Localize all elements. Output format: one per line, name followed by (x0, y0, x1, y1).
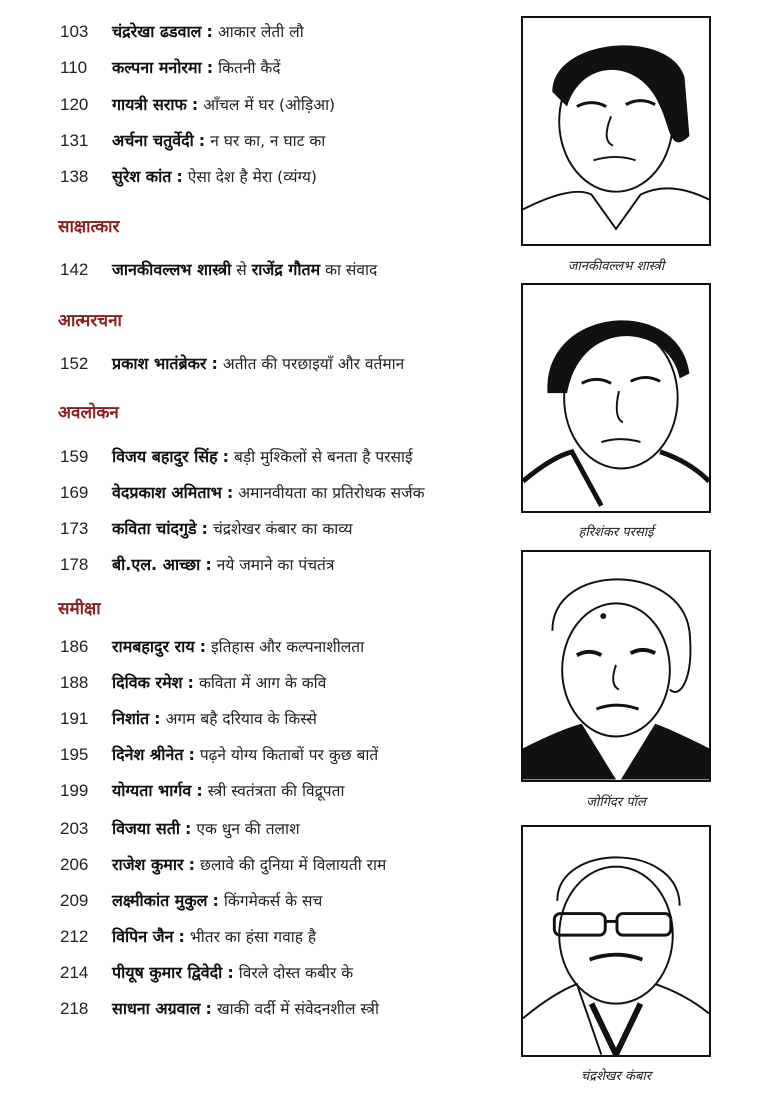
separator: : (198, 131, 206, 150)
page-number: 138 (60, 167, 89, 186)
author-name: विजया सती (112, 819, 180, 838)
separator: : (211, 354, 218, 373)
article-title: पढ़ने योग्य किताबों पर कुछ बातें (199, 746, 379, 764)
page-number: 186 (60, 637, 89, 656)
toc-entry[interactable] (60, 129, 325, 151)
toc-entry[interactable] (60, 352, 404, 374)
page-number: 214 (60, 963, 89, 982)
portrait-harishankar-parsai (521, 283, 711, 513)
portrait-sketch-icon (523, 827, 709, 1055)
article-title: आँचल में घर (ओड़िआ) (203, 96, 336, 114)
page-number: 203 (60, 819, 89, 838)
toc-entry[interactable] (60, 925, 316, 947)
portrait-sketch-icon (523, 552, 709, 780)
page-number: 212 (60, 927, 89, 946)
author-name: कल्पना मनोरमा (112, 58, 202, 77)
separator: : (188, 745, 195, 764)
article-title: अगम बहै दरियाव के किस्से (165, 710, 317, 728)
separator: : (205, 999, 212, 1018)
page-number: 110 (60, 58, 88, 77)
page-number: 191 (60, 709, 89, 728)
toc-entry[interactable] (60, 743, 378, 765)
toc-entry[interactable] (60, 258, 377, 280)
author-name: लक्ष्मीकांत मुकुल (112, 891, 208, 910)
toc-entry[interactable] (60, 671, 326, 693)
article-title: न घर का, न घाट का (210, 132, 326, 150)
separator: : (154, 709, 161, 728)
article-title: नये जमाने का पंचतंत्र (216, 556, 335, 574)
connector-text: से (231, 261, 252, 279)
toc-entry[interactable] (60, 20, 304, 42)
page-number: 209 (60, 891, 89, 910)
portrait-caption: हरिशंकर परसाई (578, 525, 654, 540)
author-name: रामबहादुर राय (112, 637, 195, 656)
section-heading-criticism: समीक्षा (58, 599, 101, 619)
separator: : (206, 58, 214, 77)
separator: : (191, 95, 199, 114)
article-title: कविता में आग के कवि (198, 674, 327, 692)
page-number: 178 (60, 555, 89, 574)
toc-entry[interactable] (60, 165, 317, 187)
author-name: पीयूष कुमार द्विवेदी (112, 963, 223, 982)
page-number: 195 (60, 745, 89, 764)
portrait-chandrashekhar-kambar (521, 825, 711, 1057)
author-name: सुरेश कांत (112, 167, 172, 186)
page-number: 169 (60, 483, 89, 502)
section-heading-autobiography: आत्मरचना (58, 311, 122, 331)
author-name: वेदप्रकाश अमिताभ (112, 483, 222, 502)
separator: : (206, 22, 213, 41)
page-number: 152 (60, 354, 89, 373)
author-name: राजेंद्र गौतम (251, 260, 321, 279)
article-title: कितनी कैदें (218, 59, 281, 77)
toc-entry[interactable] (60, 779, 344, 801)
portrait-caption: जोगिंदर पॉल (586, 795, 646, 810)
toc-entry[interactable] (60, 889, 322, 911)
toc-entry[interactable] (60, 961, 353, 983)
separator: : (226, 483, 234, 502)
page-number: 131 (60, 131, 89, 150)
section-heading-interview: साक्षात्कार (58, 217, 120, 237)
article-title: स्त्री स्वतंत्रता की विद्रूपता (207, 782, 345, 800)
page-number: 142 (60, 260, 89, 279)
toc-entry[interactable] (60, 853, 386, 875)
section-heading-review: अवलोकन (58, 403, 119, 423)
article-title: किंगमेकर्स के सच (223, 892, 323, 910)
toc-entry[interactable] (60, 635, 364, 657)
portrait-joginder-paul (521, 550, 711, 782)
separator: : (227, 963, 234, 982)
page-number: 199 (60, 781, 89, 800)
article-title: अमानवीयता का प्रतिरोधक सर्जक (238, 484, 425, 502)
author-name: निशांत (112, 709, 150, 728)
portrait-janakivallabh-shastri (521, 16, 711, 246)
author-name: कविता चांदगुडे (112, 519, 197, 538)
article-title: का संवाद (320, 261, 378, 279)
separator: : (196, 781, 203, 800)
separator: : (187, 673, 194, 692)
page-number: 120 (60, 95, 89, 114)
article-title: भीतर का हंसा गवाह है (189, 928, 317, 946)
author-name: राजेश कुमार (112, 855, 184, 874)
separator: : (176, 167, 183, 186)
portrait-sketch-icon (523, 18, 709, 244)
separator: : (212, 891, 219, 910)
separator: : (222, 447, 230, 466)
portrait-caption: चंद्रशेखर कंबार (580, 1069, 652, 1084)
article-title: आकार लेती लौ (217, 23, 304, 41)
separator: : (201, 519, 208, 538)
toc-entry[interactable] (60, 997, 379, 1019)
author-name: विपिन जैन (112, 927, 174, 946)
separator: : (199, 637, 207, 656)
page-number: 159 (60, 447, 89, 466)
article-title: इतिहास और कल्पनाशीलता (211, 638, 365, 656)
page-number: 173 (60, 519, 89, 538)
author-name: अर्चना चतुर्वेदी (112, 131, 194, 150)
toc-entry[interactable] (60, 56, 281, 78)
article-title: एक धुन की तलाश (196, 820, 300, 838)
toc-entry[interactable] (60, 707, 317, 729)
page-number: 206 (60, 855, 89, 874)
toc-entry[interactable] (60, 817, 300, 839)
page-number: 103 (60, 22, 89, 41)
author-name: चंद्ररेखा ढडवाल (112, 22, 202, 41)
author-name: विजय बहादुर सिंह (112, 447, 218, 466)
article-title: चंद्रशेखर कंबार का काव्य (212, 520, 353, 538)
toc-entry[interactable] (60, 553, 334, 575)
toc-entry[interactable] (60, 93, 335, 115)
separator: : (188, 855, 195, 874)
author-name: दिनेश श्रीनेत (112, 745, 184, 764)
article-title: विरले दोस्त कबीर के (238, 964, 354, 982)
author-name: गायत्री सराफ (112, 95, 187, 114)
article-title: ऐसा देश है मेरा (व्यंग्य) (187, 168, 317, 186)
author-name: प्रकाश भातंब्रेकर (112, 354, 207, 373)
separator: : (185, 819, 192, 838)
article-title: खाकी वर्दी में संवेदनशील स्त्री (216, 1000, 379, 1018)
article-title: अतीत की परछाइयाँ और वर्तमान (222, 355, 405, 373)
toc-entry[interactable] (60, 445, 413, 467)
author-name: जानकीवल्लभ शास्त्री (112, 260, 232, 279)
separator: : (178, 927, 185, 946)
article-title: बड़ी मुश्किलों से बनता है परसाई (234, 448, 413, 466)
toc-entry[interactable] (60, 517, 353, 539)
article-title: छलावे की दुनिया में विलायती राम (199, 856, 387, 874)
portrait-caption: जानकीवल्लभ शास्त्री (567, 259, 665, 274)
author-name: योग्यता भार्गव (112, 781, 192, 800)
page-number: 218 (60, 999, 89, 1018)
author-name: दिविक रमेश (112, 673, 183, 692)
separator: : (205, 555, 212, 574)
author-name: साधना अग्रवाल (112, 999, 201, 1018)
portrait-sketch-icon (523, 285, 709, 511)
author-name: बी.एल. आच्छा (112, 555, 201, 574)
page-number: 188 (60, 673, 89, 692)
toc-entry[interactable] (60, 481, 424, 503)
